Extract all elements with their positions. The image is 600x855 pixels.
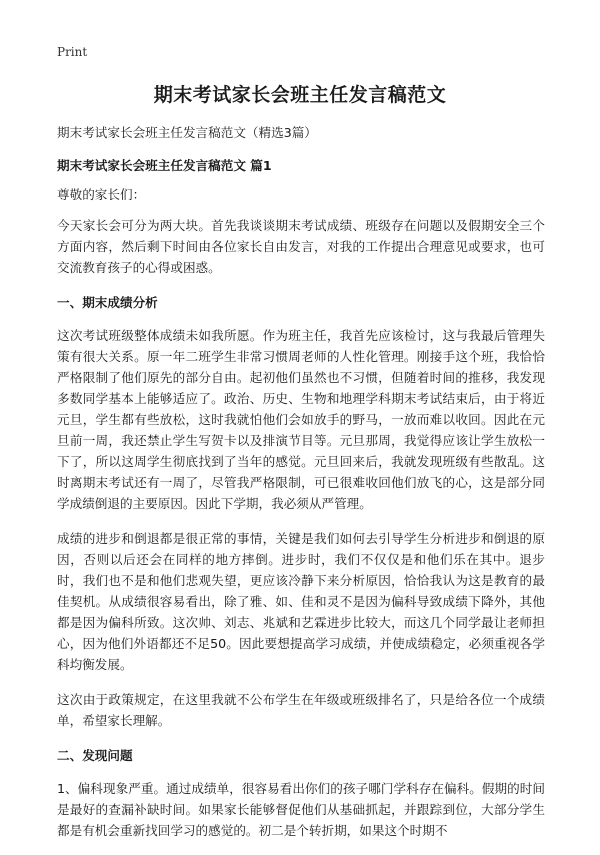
paragraph-2: 成绩的进步和倒退都是很正常的事情，关键是我们如何去引导学生分析进步和倒退的原因，否则以后还会在同样的地方摔倒。进步时，我们不仅仅是和他们乐在其中。退步时，我们也不是和他们悲观失望，更应该冷静下来分析原因，恰恰我认为这是教育的最佳契机。从成绩很容易看出，除了雅、如、佳和灵不是因为偏科导致成绩下降外，其他都是因为偏科所致。这次帅、刘志、兆斌和艺霖进步比较大，而这几个同学最让老师担心，因为他们外语都还不足50。因此要想提高学习成绩，并使成绩稳定，必须重视各学科均衡发展。 [57, 531, 545, 672]
paragraph-1: 这次考试班级整体成绩未如我所愿。作为班主任，我首先应该检讨，这与我最后管理失策有很大关系。原一年二班学生非常习惯周老师的人性化管理。刚接手这个班，我恰恰严格限制了他们原先的部分自由。起初他们虽然也不习惯，但随着时间的推移，我发现多数同学基本上能够适应了。政治、历史、生物和地理学科期末考试结束后，由于将近元旦，学生都有些放松，这时我就怕他们会如放手的野马，一放而难以收回。因此在元旦前一周，我还禁止学生写贺卡以及排演节目等。元旦那周，我觉得应该让学生放松一下了，所以这周学生彻底找到了当年的感觉。元旦回来后，我就发现班级有些散乱。这时离期末考试还有一周了，尽管我严格限制，可已很难收回他们放飞的心，这是部分同学成绩倒退的主要原因。因此下学期，我必须从严管理。 [57, 328, 545, 511]
paragraph-3: 这次由于政策规定，在这里我就不公布学生在年级或班级排名了，只是给各位一个成绩单，希望家长理解。 [57, 692, 545, 728]
print-label: Print [57, 45, 88, 59]
heading-problems: 二、发现问题 [57, 748, 133, 763]
paragraph-4: 1、偏科现象严重。通过成绩单，很容易看出你们的孩子哪门学科存在偏科。假期的时间是最好的查漏补缺时间。如果家长能够督促他们从基础抓起，并跟踪到位，大部分学生都是有机会重新找回学习的感觉的。初二是个转折期，如果这个时期不 [57, 781, 545, 838]
intro-paragraph: 今天家长会可分为两大块。首先我谈谈期末考试成绩、班级存在问题以及假期安全三个方面内容，然后剩下时间由各位家长自由发言，对我的工作提出合理意见或要求，也可交流教育孩子的心得或困惑。 [57, 218, 545, 275]
document-subtitle: 期末考试家长会班主任发言稿范文（精选3篇） [57, 125, 317, 140]
greeting: 尊敬的家长们： [57, 187, 146, 202]
section-title: 期末考试家长会班主任发言稿范文 篇1 [57, 158, 272, 173]
document-title: 期末考试家长会班主任发言稿范文 [153, 84, 447, 106]
heading-grade-analysis: 一、期末成绩分析 [57, 295, 158, 310]
document-body [57, 122, 545, 855]
